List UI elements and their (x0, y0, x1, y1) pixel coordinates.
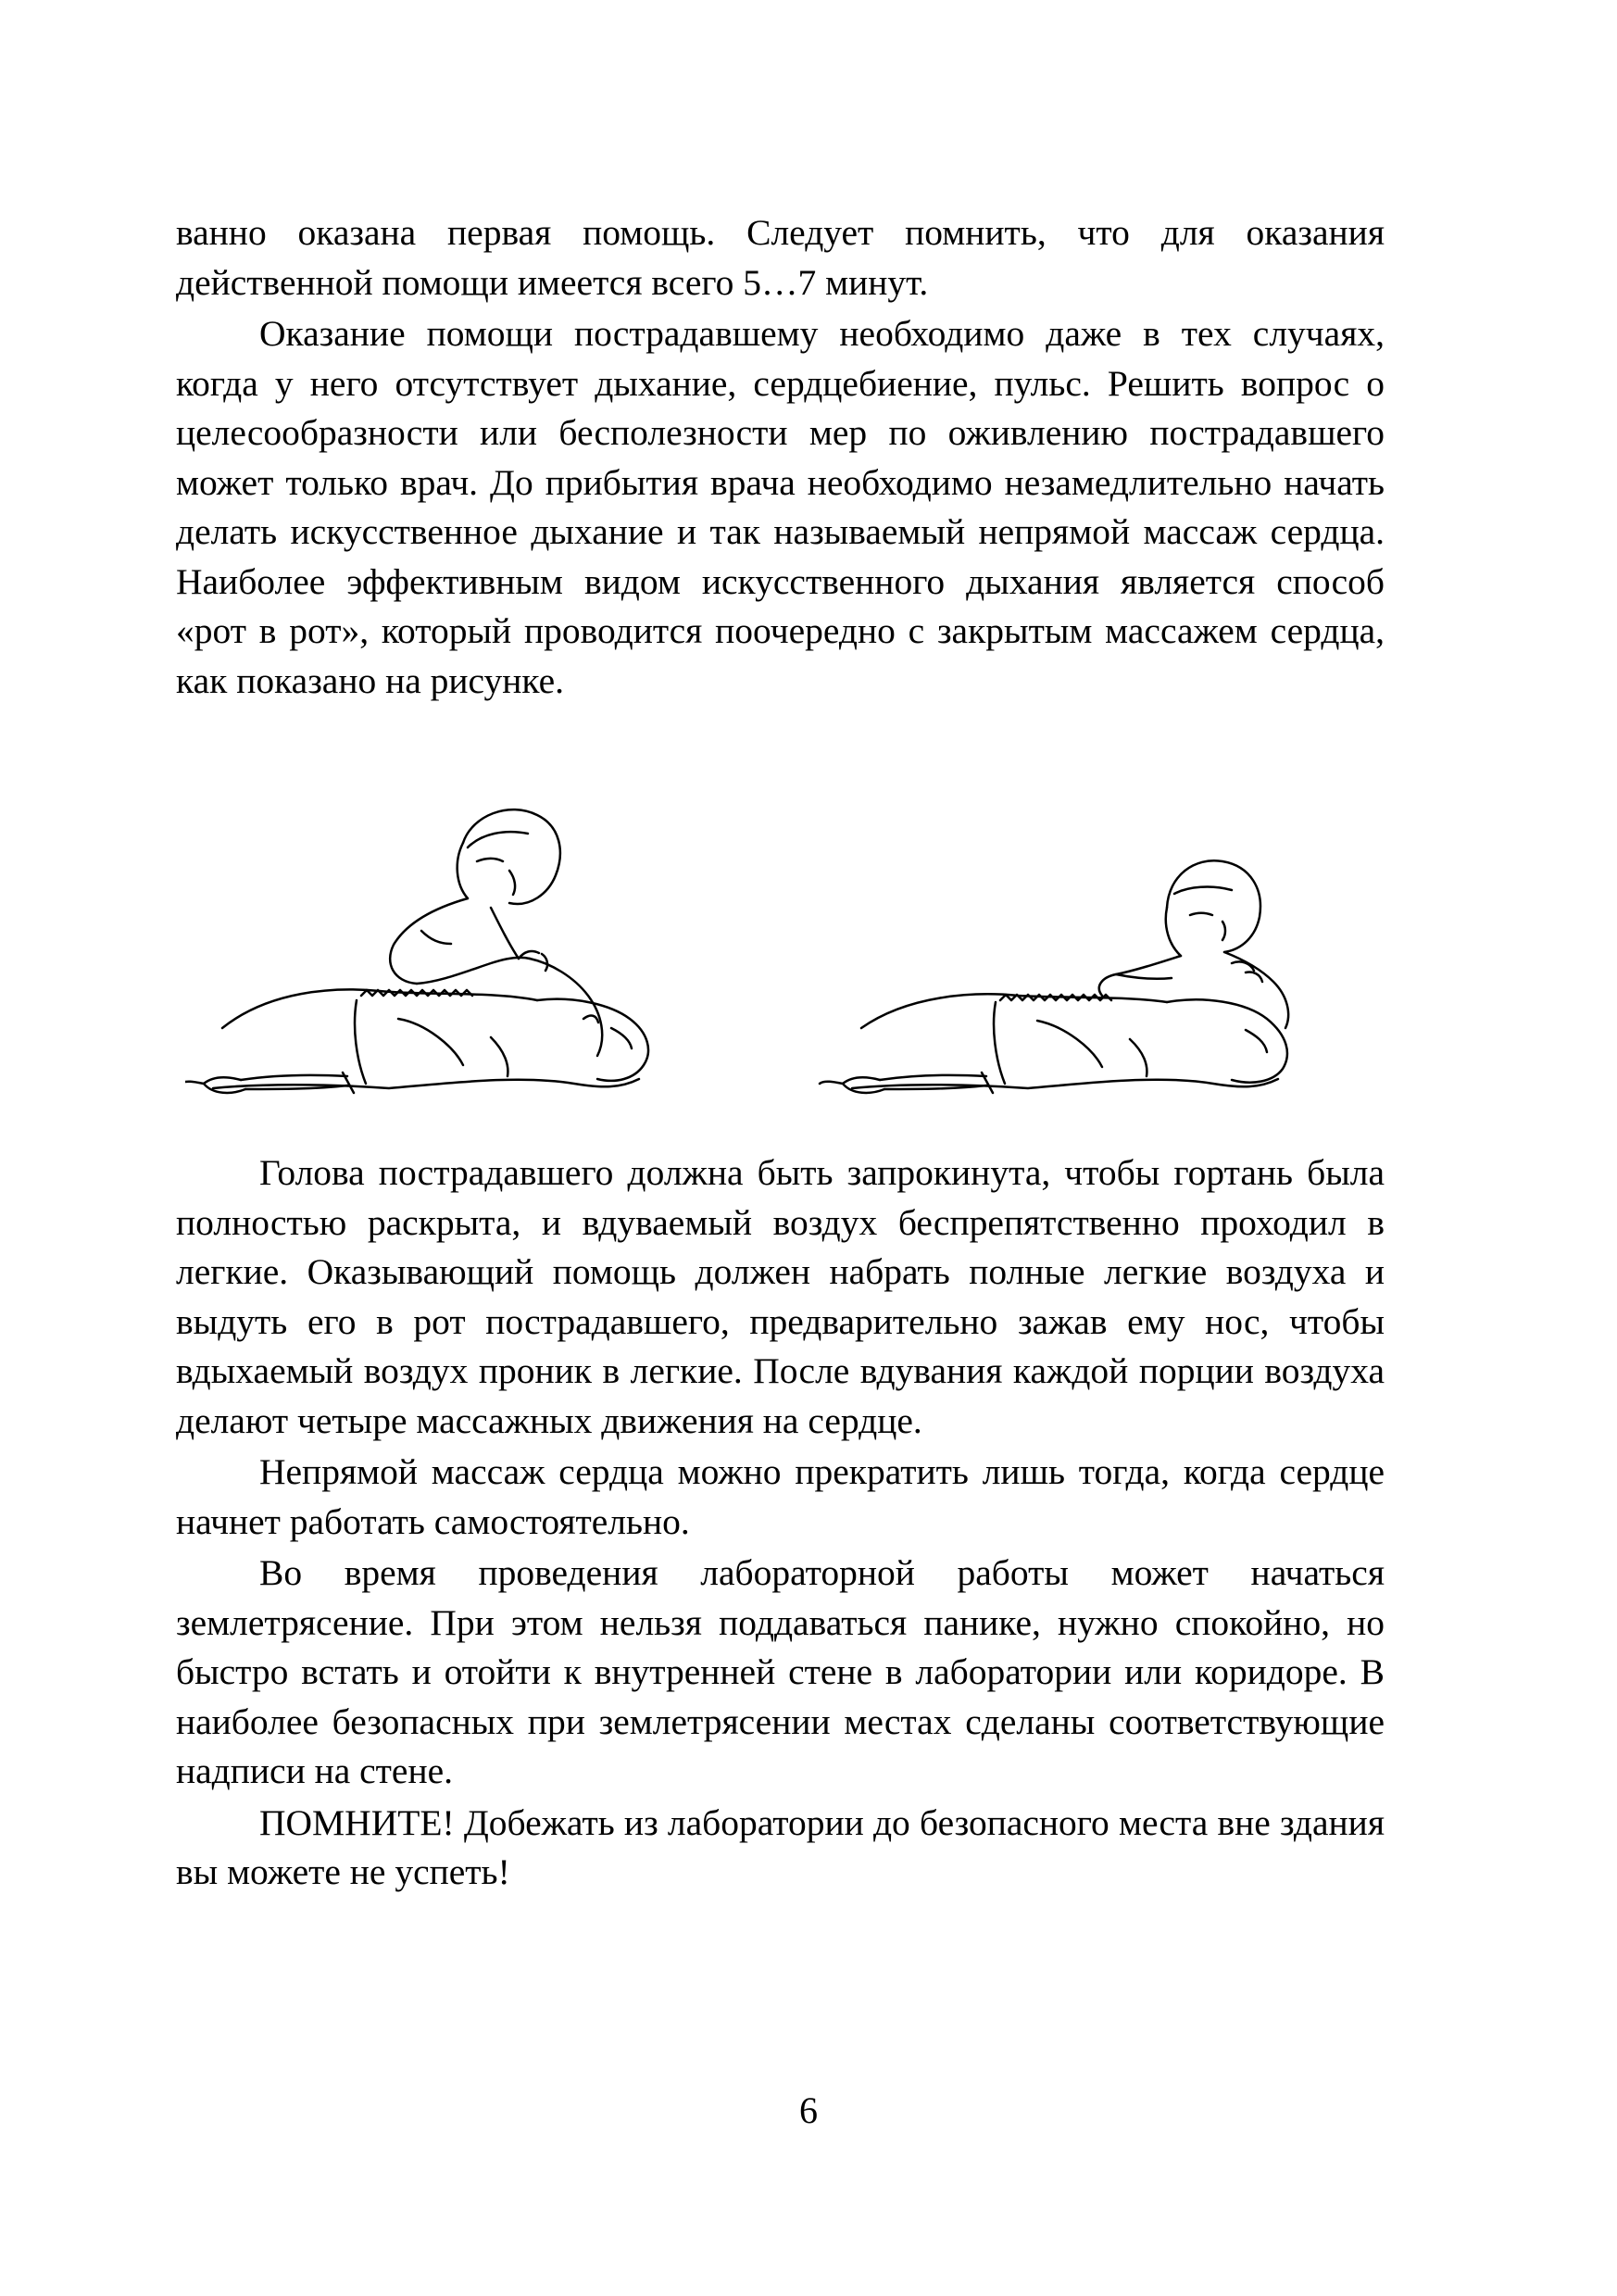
text-block-top (176, 208, 1385, 708)
cpr-figure (185, 806, 1389, 1139)
paragraph-earthquake: Во время проведения лабораторной работы может начаться землетрясение. При этом нельзя поддаваться панике, нужно спокойно, но быстро встать и отойти к внутренней стене в лаборатории или коридоре. В наиболее безопасных при землетрясении местах сделаны соответствующие надписи на стене. (176, 1552, 1385, 1791)
text-block-bottom (176, 1148, 1385, 1900)
rescuer-checking-airway-illustration (185, 809, 648, 1093)
paragraph-warning: ПОМНИТЕ! Добежать из лаборатории до безопасного места вне здания вы можете не успеть! (176, 1801, 1385, 1892)
mouth-to-mouth-breathing-illustration (820, 860, 1288, 1093)
paragraph-head-position: Голова пострадавшего должна быть запрокинута, чтобы гортань была полностью раскрыта, и вдуваемый воздух беспрепятственно проходил в легкие. Оказывающий помощь должен набрать полные легкие воздуха и выдуть его в рот пострадавшего, предварительно зажав ему нос, чтобы вдыхаемый воздух проник в легкие. После вдувания каждой порции воздуха делают четыре массажных движения на сердце. (176, 1152, 1385, 1441)
paragraph-massage-stop: Непрямой массаж сердца можно прекратить лишь тогда, когда сердце начнет работать самостоятельно. (176, 1451, 1385, 1542)
paragraph-continued: ванно оказана первая помощь. Следует помнить, что для оказания действенной помощи имеется всего 5…7 минут. (176, 212, 1385, 303)
page-number: 6 (799, 2089, 818, 2131)
paragraph-first-aid: Оказание помощи пострадавшему необходимо даже в тех случаях, когда у него отсутствует дыхание, сердцебиение, пульс. Решить вопрос о целесообразности или бесполезности мер по оживлению пострадавшего может только врач. До прибытия врача необходимо незамедлительно начать делать искусственное дыхание и так называемый непрямой массаж сердца. Наиболее эффективным видом искусственного дыхания является способ «рот в рот», который проводится поочередно с закрытым массажем сердца, как показано на рисунке. (176, 313, 1385, 701)
